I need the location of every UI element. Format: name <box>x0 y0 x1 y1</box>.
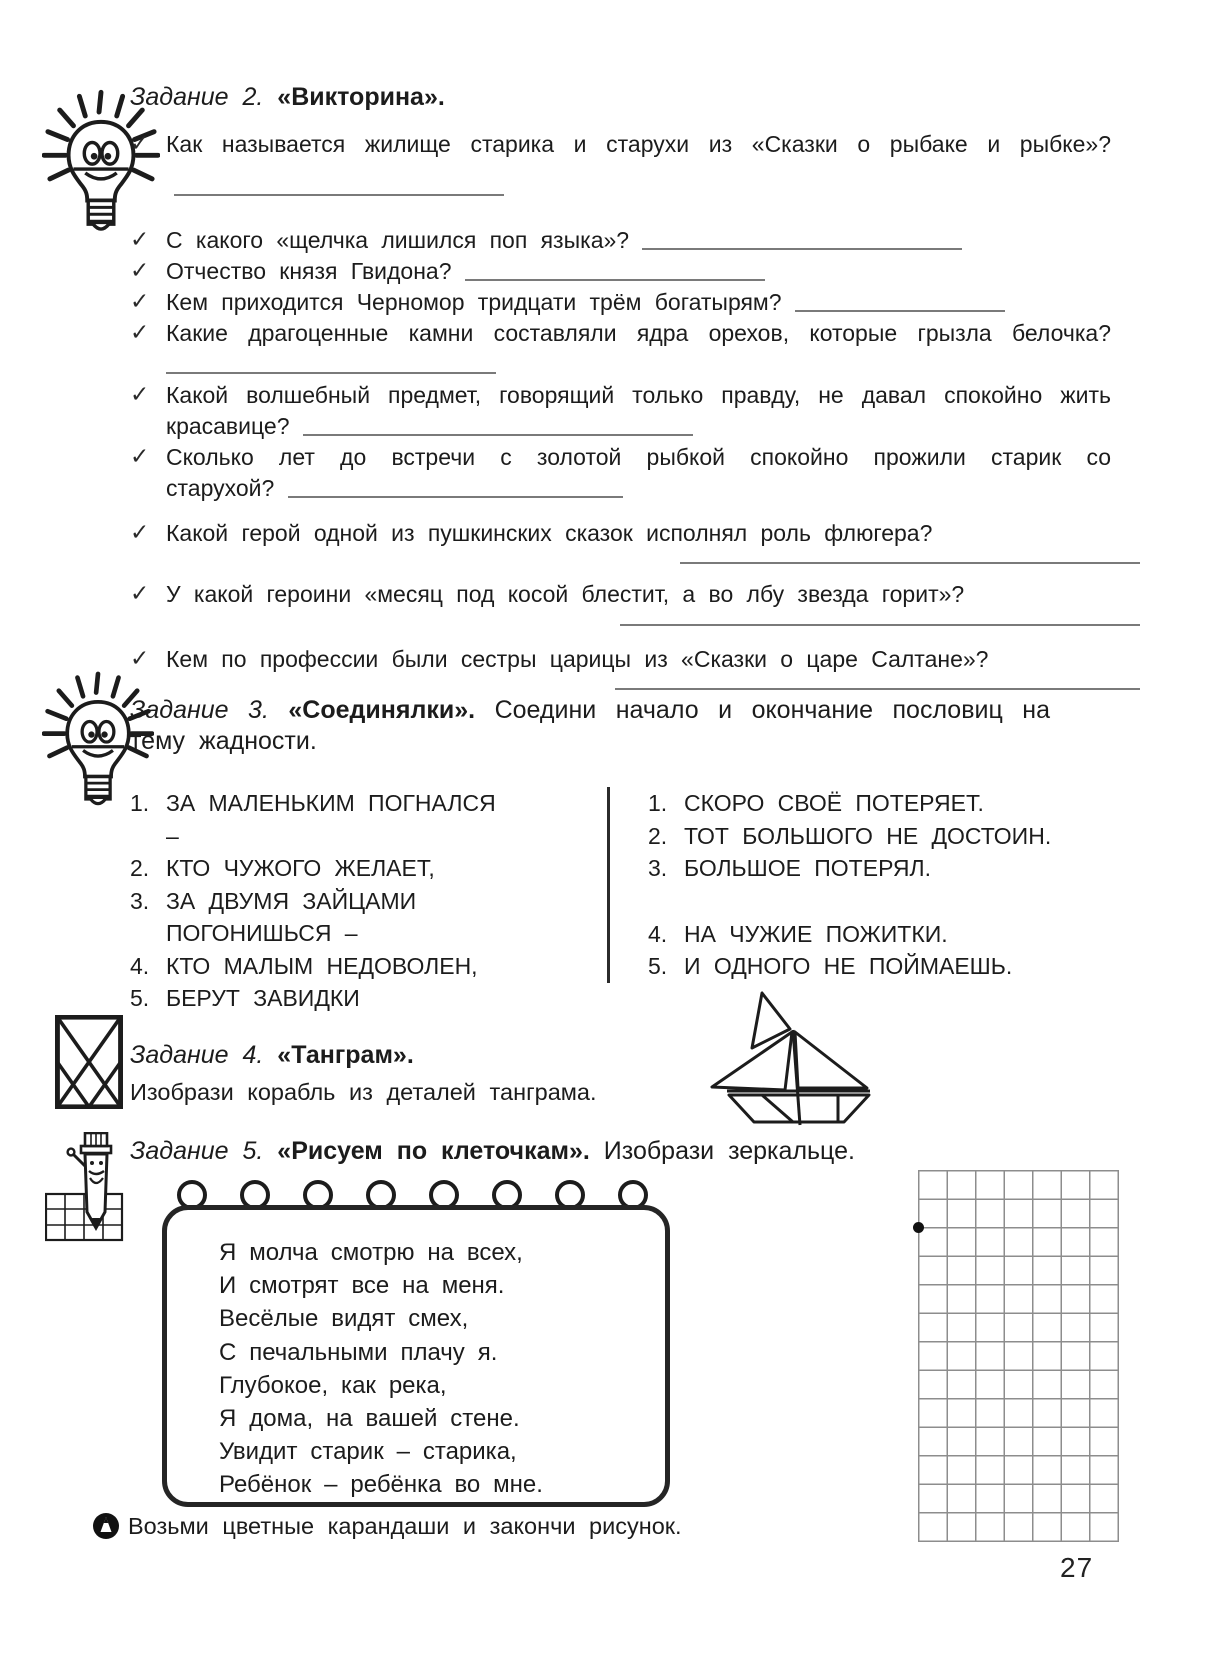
list-item: 3. БОЛЬШОЕ ПОТЕРЯЛ. <box>648 855 931 881</box>
check-icon: ✓ <box>130 288 150 314</box>
task5-title: «Рисуем по клеточкам». <box>277 1137 590 1165</box>
poem-line: Весёлые видят смех, <box>219 1305 469 1333</box>
answer-blank <box>166 367 496 374</box>
poem-line: С печальными плачу я. <box>219 1338 498 1366</box>
pencil-bullet-icon <box>92 1512 120 1540</box>
question-text: Кем приходится Черномор тридцати трём богатырям? <box>166 289 782 315</box>
answer-blank <box>288 491 623 498</box>
question-text: Отчество князя Гвидона? <box>166 258 452 284</box>
proverb-beginnings-list <box>130 787 648 1015</box>
answer-blank <box>174 189 504 196</box>
question-row <box>130 318 1140 380</box>
color-pencils-note <box>92 1512 682 1540</box>
question-text: Какие драгоценные камни составляли ядра орехов, которые грызла белочка? <box>166 320 1111 346</box>
question-text: Как называется жилище старика и старухи из «Сказки о рыбаке и рыбке»? <box>166 131 1111 157</box>
drawing-grid <box>918 1170 1119 1542</box>
check-icon: ✓ <box>130 319 150 345</box>
list-item: 2. КТО ЧУЖОГО ЖЕЛАЕТ, <box>130 855 435 881</box>
check-icon: ✓ <box>130 130 150 156</box>
page-number: 27 <box>1060 1552 1094 1583</box>
answer-blank <box>465 274 765 281</box>
task2-label: Задание 2. <box>130 83 264 111</box>
poem-line: Глубокое, как река, <box>219 1371 447 1399</box>
list-item: 5. БЕРУТ ЗАВИДКИ <box>130 985 360 1011</box>
question-row <box>130 256 1140 287</box>
task3-desc: Соедини начало и окончание пословиц на тему жадности. <box>130 696 1050 755</box>
question-text: С какого «щелчка лишился поп языка»? <box>166 227 630 253</box>
task5-heading <box>130 1136 1030 1167</box>
question-row <box>130 579 1140 610</box>
check-icon: ✓ <box>130 645 150 671</box>
column-divider <box>607 787 610 983</box>
task5-desc: Изобрази зеркальце. <box>603 1137 855 1165</box>
list-item: 1. СКОРО СВОЁ ПОТЕРЯЕТ. <box>648 790 984 816</box>
answer-blank <box>303 429 693 436</box>
task2-title: «Викторина». <box>277 83 445 111</box>
check-icon: ✓ <box>130 443 150 469</box>
task3-heading <box>130 695 1050 757</box>
question-row <box>130 129 1140 160</box>
question-row <box>130 518 1140 549</box>
grid-start-dot <box>913 1222 924 1233</box>
list-item: 4. КТО МАЛЫМ НЕДОВОЛЕН, <box>130 952 478 979</box>
task3-title: «Соединялки». <box>288 696 476 724</box>
list-item: 3. ЗА ДВУМЯ ЗАЙЦАМИ ПОГОНИШЬСЯ – <box>130 887 417 946</box>
note-text: Возьми цветные карандаши и закончи рисунок. <box>128 1512 682 1539</box>
question-text: Какой герой одной из пушкинских сказок исполнял роль флюгера? <box>166 520 933 546</box>
tangram-icon <box>55 1015 123 1109</box>
answer-blank <box>620 624 1140 626</box>
poem-line: Я дома, на вашей стене. <box>219 1405 520 1433</box>
task2-heading <box>130 82 1140 113</box>
proverb-columns <box>130 787 1140 1015</box>
poem-line: Увидит старик – старика, <box>219 1438 517 1466</box>
task2-section <box>130 82 1140 690</box>
question-text: Кем по профессии были сестры царицы из «Сказки о царе Салтане»? <box>166 646 989 672</box>
task4-label: Задание 4. <box>130 1041 264 1069</box>
question-text: Какой волшебный предмет, говорящий только правду, не давал спокойно жить красавице? <box>166 382 1111 439</box>
riddle-poem <box>167 1210 665 1502</box>
check-icon: ✓ <box>130 257 150 283</box>
list-item: 5. И ОДНОГО НЕ ПОЙМАЕШЬ. <box>648 953 1013 979</box>
question-text: У какой героини «месяц под косой блестит, а во лбу звезда горит»? <box>166 581 965 607</box>
answer-blank <box>615 688 1140 690</box>
question-row <box>130 380 1140 442</box>
task5-label: Задание 5. <box>130 1137 264 1165</box>
check-icon: ✓ <box>130 519 150 545</box>
task4-desc: Изобрази корабль из деталей танграма. <box>130 1079 597 1105</box>
poem-line: И смотрят все на меня. <box>219 1272 505 1300</box>
riddle-notebook-card <box>162 1205 670 1507</box>
check-icon: ✓ <box>130 226 150 252</box>
check-icon: ✓ <box>130 381 150 407</box>
question-row <box>130 287 1140 318</box>
list-item: 4. НА ЧУЖИЕ ПОЖИТКИ. <box>648 920 948 947</box>
task3-section <box>130 695 1140 1015</box>
question-text: Сколько лет до встречи с золотой рыбкой спокойно прожили старик со старухой? <box>166 444 1111 501</box>
task4-title: «Танграм». <box>277 1041 414 1069</box>
question-row <box>130 225 1140 256</box>
answer-blank <box>680 562 1140 564</box>
question-row <box>130 644 1140 675</box>
answer-blank <box>795 305 1005 312</box>
question-row <box>130 442 1140 504</box>
poem-line: Я молча смотрю на всех, <box>219 1239 523 1266</box>
task3-label: Задание 3. <box>130 696 269 724</box>
tangram-ship-figure <box>705 985 880 1130</box>
proverb-endings-list <box>648 787 1140 1015</box>
check-icon: ✓ <box>130 580 150 606</box>
list-item: 1. ЗА МАЛЕНЬКИМ ПОГНАЛСЯ – <box>130 790 496 849</box>
poem-line: Ребёнок – ребёнка во мне. <box>219 1471 543 1499</box>
list-item: 2. ТОТ БОЛЬШОГО НЕ ДОСТОИН. <box>648 822 1052 849</box>
answer-blank <box>642 243 962 250</box>
